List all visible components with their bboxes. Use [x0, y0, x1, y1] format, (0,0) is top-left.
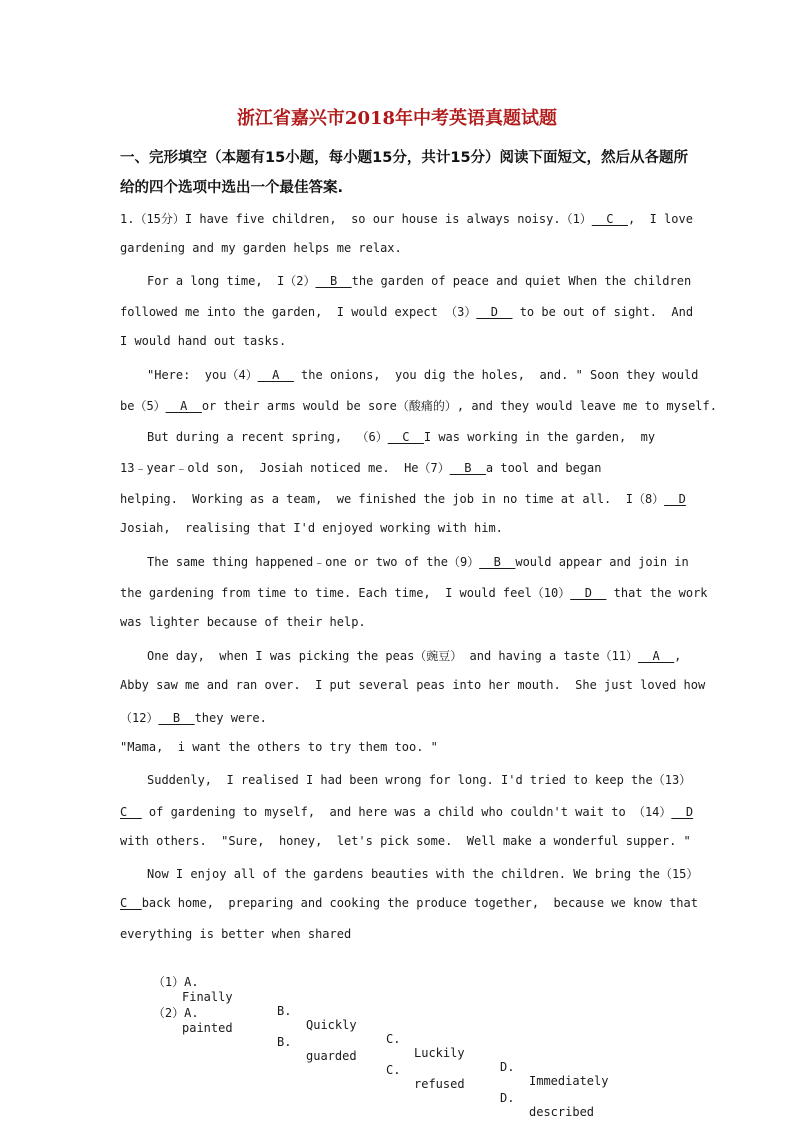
passage-line: [120, 803, 693, 820]
answer-blank: __D__: [570, 586, 607, 600]
text: the garden of peace and quiet When the children: [351, 274, 692, 288]
text: 13﹣year﹣old son, Josiah noticed me. He（7）: [120, 461, 450, 475]
answer-blank: __D: [671, 805, 694, 819]
text: back home, preparing and cooking the produce together, because we know that: [141, 896, 698, 910]
text: followed me into the garden, I would expect （3）: [120, 305, 477, 319]
option-label: D.: [500, 1060, 515, 1074]
page-title: 浙江省嘉兴市2018年中考英语真题试题: [236, 108, 558, 129]
text: or their arms would be sore（酸痛的）, and they would leave me to myself.: [201, 399, 717, 413]
passage-line: [120, 210, 693, 227]
option-d: described: [529, 1105, 595, 1119]
answer-blank: __A__: [165, 399, 202, 413]
answer-blank: __B__: [479, 555, 516, 569]
question-number: （1）A.: [152, 975, 199, 989]
passage-line: Suddenly, I realised I had been wrong for long. I'd tried to keep the（13）: [147, 773, 692, 787]
text: that the work: [606, 586, 708, 600]
option-label: B.: [277, 1004, 292, 1018]
passage-line: Abby saw me and ran over. I put several peas into her mouth. She just loved how: [120, 678, 706, 692]
answer-blank: __A__: [257, 368, 294, 382]
answer-blank: C__: [120, 805, 142, 819]
answer-blank: __B__: [158, 711, 195, 725]
option-a: painted: [182, 1021, 233, 1035]
text: , I love: [627, 212, 693, 226]
passage-line: [120, 459, 601, 476]
passage-line: [147, 647, 681, 664]
option-label: C.: [386, 1032, 401, 1046]
text: 1.（15分）I have five children, so our house is always noisy.（1）: [120, 212, 592, 226]
answer-blank: __A__: [638, 649, 675, 663]
text: to be out of sight. And: [512, 305, 694, 319]
passage-line: gardening and my garden helps me relax.: [120, 241, 402, 255]
passage-line: I would hand out tasks.: [120, 334, 287, 348]
option-b: Quickly: [306, 1018, 357, 1032]
passage-line: [120, 397, 717, 414]
text: the gardening from time to time. Each time, I would feel（10）: [120, 586, 571, 600]
passage-line: [147, 428, 655, 445]
text: "Here: you（4）: [147, 368, 258, 382]
option-a: Finally: [182, 990, 233, 1004]
text: The same thing happened﹣one or two of the（9）: [147, 555, 480, 569]
passage-line: [147, 272, 691, 289]
answer-blank: __C__: [387, 430, 424, 444]
passage-line: [120, 490, 686, 507]
option-c: Luckily: [414, 1046, 465, 1060]
text: be（5）: [120, 399, 166, 413]
option-label: C.: [386, 1063, 401, 1077]
question-number: （2）A.: [152, 1006, 199, 1020]
text: the onions, you dig the holes, and. " Soon they would: [293, 368, 699, 382]
answer-blank: __B__: [315, 274, 352, 288]
passage-line: [120, 709, 267, 726]
passage-line: Now I enjoy all of the gardens beauties with the children. We bring the（15）: [147, 867, 699, 881]
option-label: B.: [277, 1035, 292, 1049]
text: （12）: [120, 711, 159, 725]
text: ,: [674, 649, 682, 663]
text: But during a recent spring, （6）: [147, 430, 388, 444]
text: would appear and join in: [515, 555, 689, 569]
passage-line: [120, 584, 708, 601]
answer-blank: __B__: [449, 461, 486, 475]
passage-line: [147, 553, 689, 570]
passage-line: [120, 303, 693, 320]
option-c: refused: [414, 1077, 465, 1091]
passage-line: [147, 366, 698, 383]
passage-line: Josiah, realising that I'd enjoyed working with him.: [120, 521, 503, 535]
option-d: Immediately: [529, 1074, 609, 1088]
answer-blank: C__: [120, 896, 142, 910]
text: they were.: [194, 711, 267, 725]
option-label: D.: [500, 1091, 515, 1105]
answer-blank: __D: [664, 492, 686, 506]
text: One day, when I was picking the peas（豌豆） and having a taste（11）: [147, 649, 639, 663]
section-heading-line-2: 给的四个选项中选出一个最佳答案.: [120, 180, 344, 196]
passage-line: everything is better when shared: [120, 927, 352, 941]
text: of gardening to myself, and here was a child who couldn't wait to （14）: [141, 805, 672, 819]
passage-line: with others. "Sure, honey, let's pick some. Well make a wonderful supper. ": [120, 834, 691, 848]
passage-line: was lighter because of their help.: [120, 615, 366, 629]
answer-blank: __C__: [591, 212, 628, 226]
text: I was working in the garden, my: [423, 430, 656, 444]
text: helping. Working as a team, we finished the job in no time at all. I（8）: [120, 492, 665, 506]
passage-line: [120, 896, 698, 910]
text: a tool and began: [485, 461, 602, 475]
passage-line: "Mama, i want the others to try them too. ": [120, 740, 438, 754]
section-heading-line-1: 一、完形填空（本题有15小题，每小题15分，共计15分）阅读下面短文，然后从各题所: [120, 150, 689, 166]
answer-blank: __D__: [476, 305, 513, 319]
text: For a long time, I（2）: [147, 274, 316, 288]
option-b: guarded: [306, 1049, 357, 1063]
